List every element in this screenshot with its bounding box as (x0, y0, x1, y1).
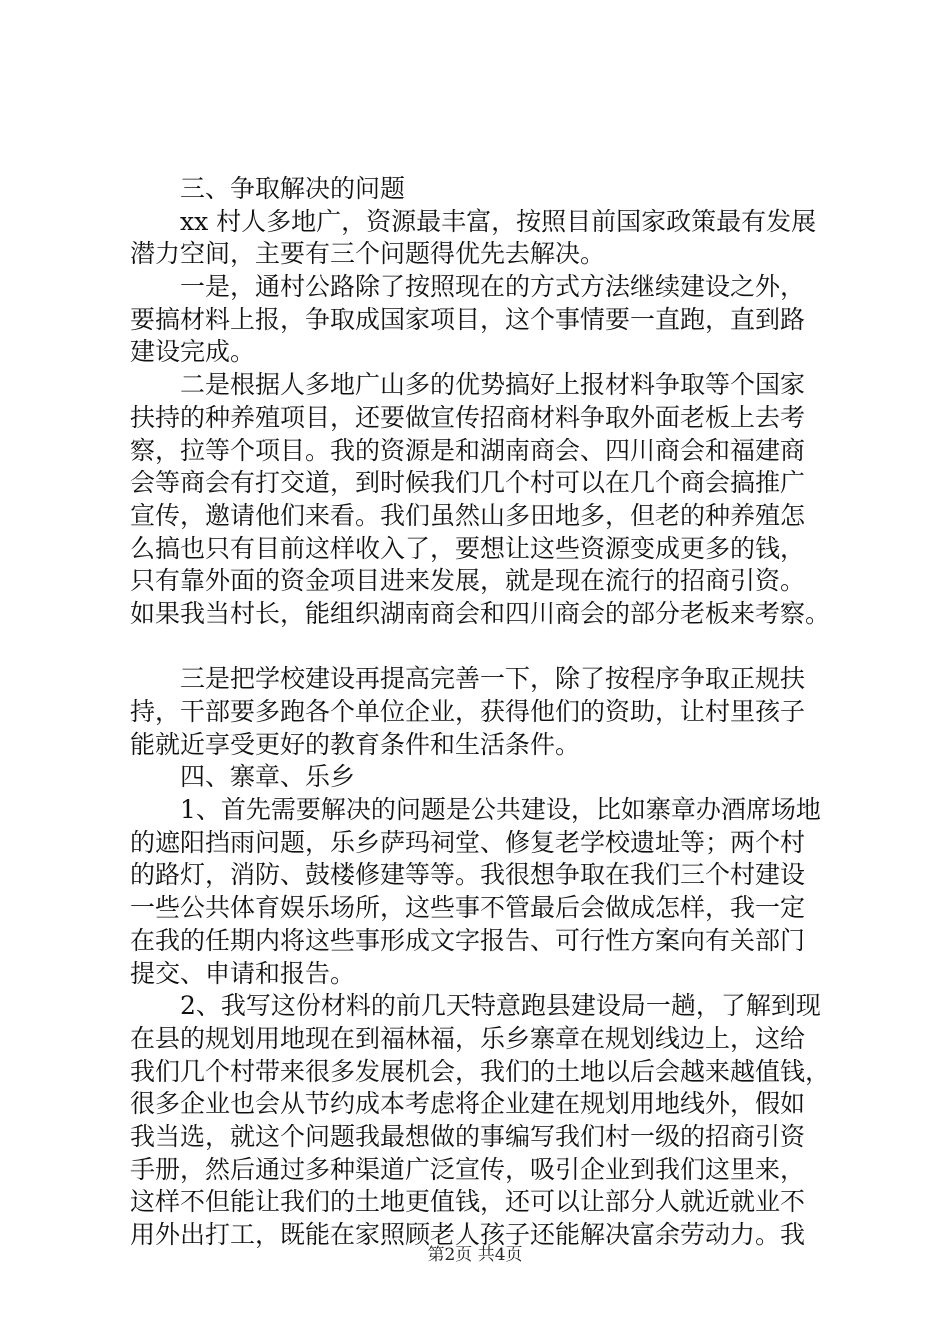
text-line: 三是把学校建设再提高完善一下，除了按程序争取正规扶 (130, 664, 806, 694)
text-line: 在我的任期内将这些事形成文字报告、可行性方案向有关部门 (130, 925, 806, 955)
text-line: 潜力空间，主要有三个问题得优先去解决。 (130, 239, 606, 269)
text-line: 扶持的种养殖项目，还要做宣传招商材料争取外面老板上去考 (130, 402, 806, 432)
text-line: 我当选，就这个问题我最想做的事编写我们村一级的招商引资 (130, 1121, 806, 1151)
text-line: 会等商会有打交道，到时候我们几个村可以在几个商会搞推广 (130, 468, 806, 498)
text-line: 宣传，邀请他们来看。我们虽然山多田地多，但老的种养殖怎 (130, 500, 806, 530)
text-line: 的遮阳挡雨问题，乐乡萨玛祠堂、修复老学校遗址等；两个村 (130, 827, 806, 857)
text-line: 四、寨章、乐乡 (130, 762, 356, 792)
text-line: 这样不但能让我们的土地更值钱，还可以让部分人就近就业不 (130, 1187, 806, 1217)
text-line: 要搞材料上报，争取成国家项目，这个事情要一直跑，直到路 (130, 304, 806, 334)
text-line: 能就近享受更好的教育条件和生活条件。 (130, 729, 581, 759)
text-line: 2、我写这份材料的前几天特意跑县建设局一趟，了解到现 (130, 991, 821, 1021)
document-body (130, 173, 850, 1252)
text-line: 二是根据人多地广山多的优势搞好上报材料争取等个国家 (130, 370, 806, 400)
text-line: 三、争取解决的问题 (130, 174, 406, 203)
text-line: 的路灯，消防、鼓楼修建等等。我很想争取在我们三个村建设 (130, 860, 806, 890)
page-footer: 第2页 共4页 (427, 1245, 523, 1265)
text-line: 很多企业也会从节约成本考虑将企业建在规划用地线外，假如 (130, 1089, 806, 1119)
text-line: 察，拉等个项目。我的资源是和湖南商会、四川商会和福建商 (130, 435, 806, 465)
blank-line (130, 631, 850, 664)
text-line: 我们几个村带来很多发展机会，我们的土地以后会越来越值钱， (130, 1056, 831, 1086)
text-line: 持，干部要多跑各个单位企业，获得他们的资助，让村里孩子 (130, 697, 806, 726)
text-line: 1、首先需要解决的问题是公共建设，比如寨章办酒席场地 (130, 795, 821, 825)
text-line: 如果我当村长，能组织湖南商会和四川商会的部分老板来考察。 (130, 598, 831, 628)
text-line: 一是，通村公路除了按照现在的方式方法继续建设之外， (130, 272, 806, 302)
text-line: 建设完成。 (130, 337, 256, 367)
text-line: 只有靠外面的资金项目进来发展，就是现在流行的招商引资。 (130, 566, 806, 596)
text-line: 在县的规划用地现在到福林福，乐乡寨章在规划线边上，这给 (130, 1023, 806, 1053)
text-line: 手册，然后通过多种渠道广泛宣传，吸引企业到我们这里来， (130, 1154, 806, 1184)
text-line: 提交、申请和报告。 (130, 958, 356, 988)
text-line: xx 村人多地广，资源最丰富，按照目前国家政策最有发展 (130, 206, 817, 236)
text-line: 用外出打工，既能在家照顾老人孩子还能解决富余劳动力。我 (130, 1220, 806, 1249)
text-line: 么搞也只有目前这样收入了，要想让这些资源变成更多的钱， (130, 533, 806, 563)
text-line: 一些公共体育娱乐场所，这些事不管最后会做成怎样，我一定 (130, 893, 806, 923)
